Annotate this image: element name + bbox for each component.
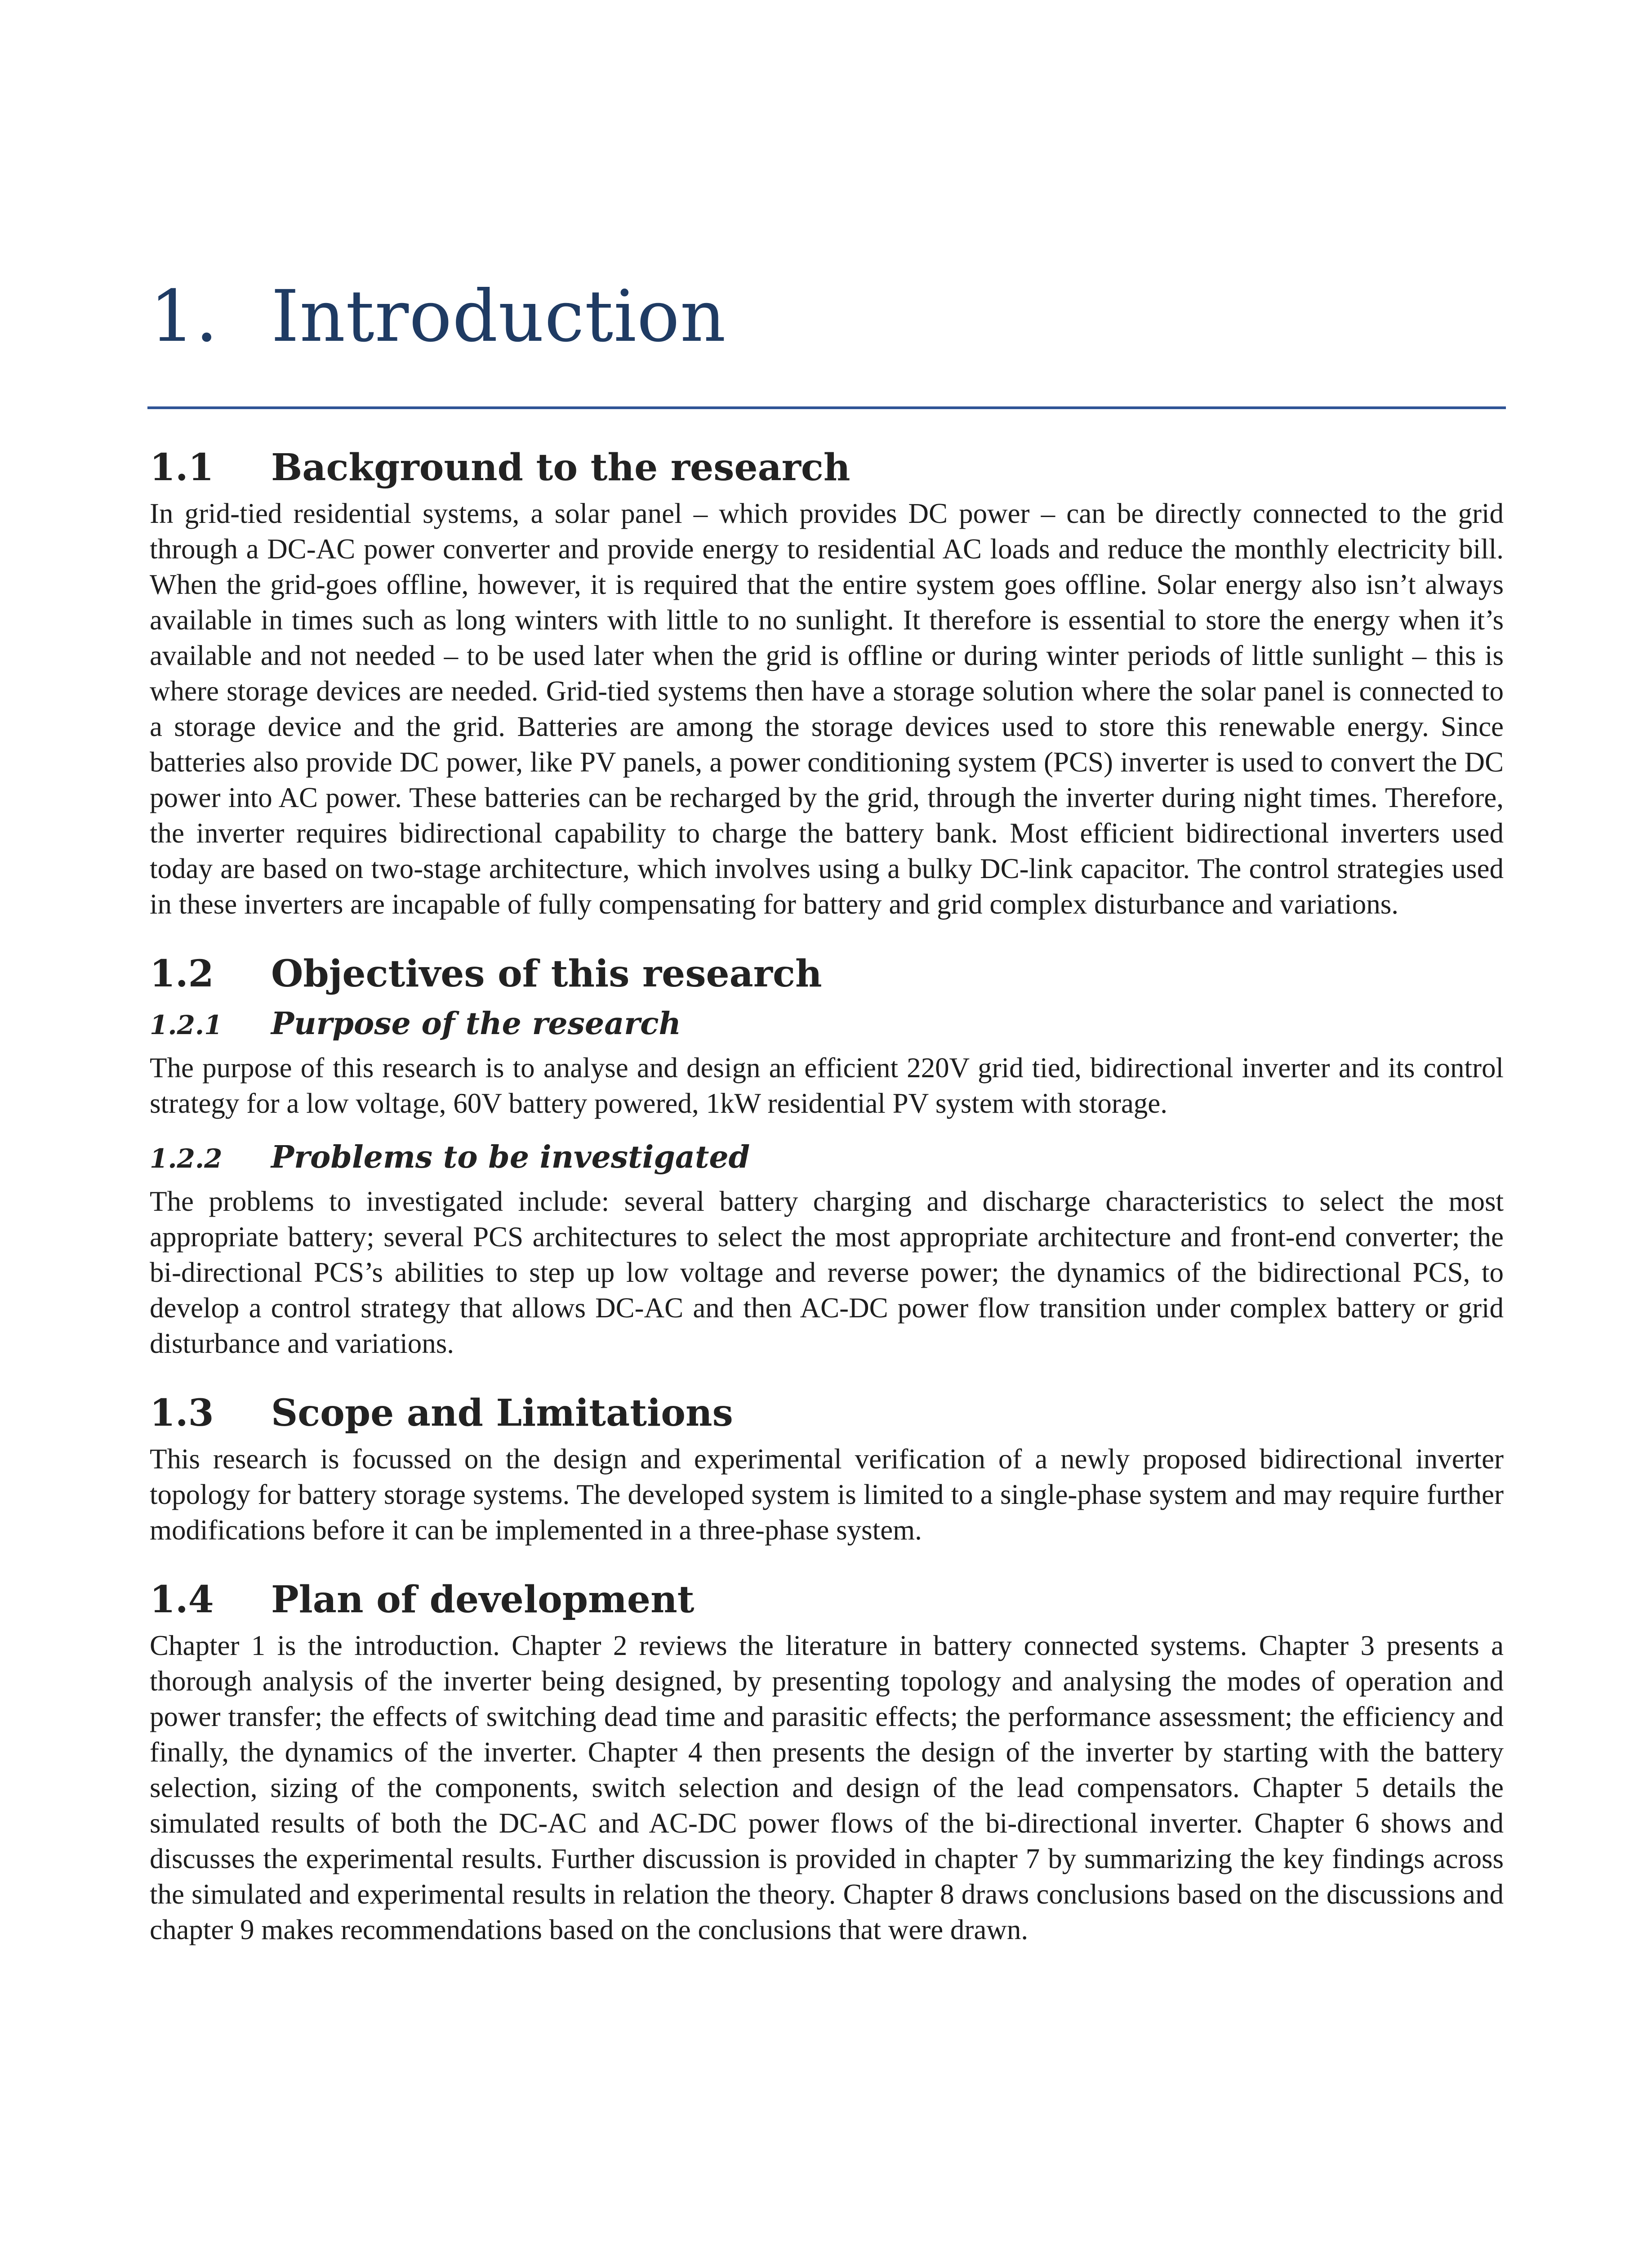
subsection-number: 1.2.1 [150, 1010, 223, 1040]
subsection-heading [150, 1002, 1504, 1047]
section-plan [150, 1575, 1504, 1948]
section-paragraph: Chapter 1 is the introduction. Chapter 2 reviews the literature in battery connected systems. Chapter 3 presents a thorough analysis of the inverter being designed, by presenting topology and analysing the modes of operation and power transfer; the effects of switching dead time and parasitic effects; the performance assessment; the efficiency and finally, the dynamics of the inverter. Chapter 4 then presents the design of the inverter by starting with the battery selection, sizing of the components, switch selection and design of the lead compensators. Chapter 5 details the simulated results of both the DC-AC and AC-DC power flows of the bi-directional inverter. Chapter 6 shows and discusses the experimental results. Further discussion is provided in chapter 7 by summarizing the key findings across the simulated and experimental results in relation the theory. Chapter 8 draws conclusions based on the discussions and chapter 9 makes recommendations based on the conclusions that were drawn. [150, 1630, 1504, 1945]
subsection-paragraph: The problems to investigated include: several battery charging and discharge characteristics to select the most appropriate battery; several PCS architectures to select the most appropriate architecture and front-end converter; the bi-directional PCS’s abilities to step up low voltage and reverse power; the dynamics of the bidirectional PCS, to develop a control strategy that allows DC-AC and then AC-DC power flow transition under complex battery or grid disturbance and variations. [150, 1186, 1504, 1359]
section-background [150, 443, 1504, 922]
section-heading [150, 1388, 1504, 1438]
chapter-title-rule [147, 406, 1506, 409]
section-title: Objectives of this research [271, 952, 822, 995]
section-number: 1.1 [150, 446, 214, 489]
subsection-title: Purpose of the research [271, 1006, 681, 1042]
chapter-body [150, 443, 1504, 1948]
subsection-number: 1.2.2 [150, 1143, 223, 1174]
section-objectives [150, 949, 1504, 1361]
section-paragraph: This research is focussed on the design and experimental verification of a newly proposed bidirectional inverter topology for battery storage systems. The developed system is limited to a single-phase system and may require further modifications before it can be implemented in a three-phase system. [150, 1443, 1504, 1546]
section-title: Scope and Limitations [271, 1392, 733, 1435]
subsection-paragraph: The purpose of this research is to analyse and design an efficient 220V grid tied, bidirectional inverter and its control strategy for a low voltage, 60V battery powered, 1kW residential PV system with storage. [150, 1052, 1504, 1119]
section-title: Plan of development [271, 1578, 695, 1621]
section-number: 1.2 [150, 952, 214, 995]
subsection-title: Problems to be investigated [271, 1139, 750, 1175]
section-heading [150, 949, 1504, 999]
section-number: 1.3 [150, 1392, 214, 1435]
section-scope [150, 1388, 1504, 1548]
section-title: Background to the research [271, 446, 850, 489]
section-heading [150, 443, 1504, 492]
section-number: 1.4 [150, 1578, 214, 1621]
chapter-title [150, 275, 726, 358]
chapter-number: 1. [150, 275, 218, 358]
chapter-title-text: Introduction [271, 275, 726, 358]
section-paragraph: In grid-tied residential systems, a solar panel – which provides DC power – can be directly connected to the grid through a DC-AC power converter and provide energy to residential AC loads and reduce the monthly electricity bill. When the grid-goes offline, however, it is required that the entire system goes offline. Solar energy also isn’t always available in times such as long winters with little to no sunlight. It therefore is essential to store the energy when it’s available and not needed – to be used later when the grid is offline or during winter periods of little sunlight – this is where storage devices are needed. Grid-tied systems then have a storage solution where the solar panel is connected to a storage device and the grid. Batteries are among the storage devices used to store this renewable energy. Since batteries also provide DC power, like PV panels, a power conditioning system (PCS) inverter is used to convert the DC power into AC power. These batteries can be recharged by the grid, through the inverter during night times. Therefore, the inverter requires bidirectional capability to charge the battery bank. Most efficient bidirectional inverters used today are based on two-stage architecture, which involves using a bulky DC-link capacitor. The control strategies used in these inverters are incapable of fully compensating for battery and grid complex disturbance and variations. [150, 498, 1504, 920]
section-heading [150, 1575, 1504, 1624]
subsection-heading [150, 1136, 1504, 1180]
